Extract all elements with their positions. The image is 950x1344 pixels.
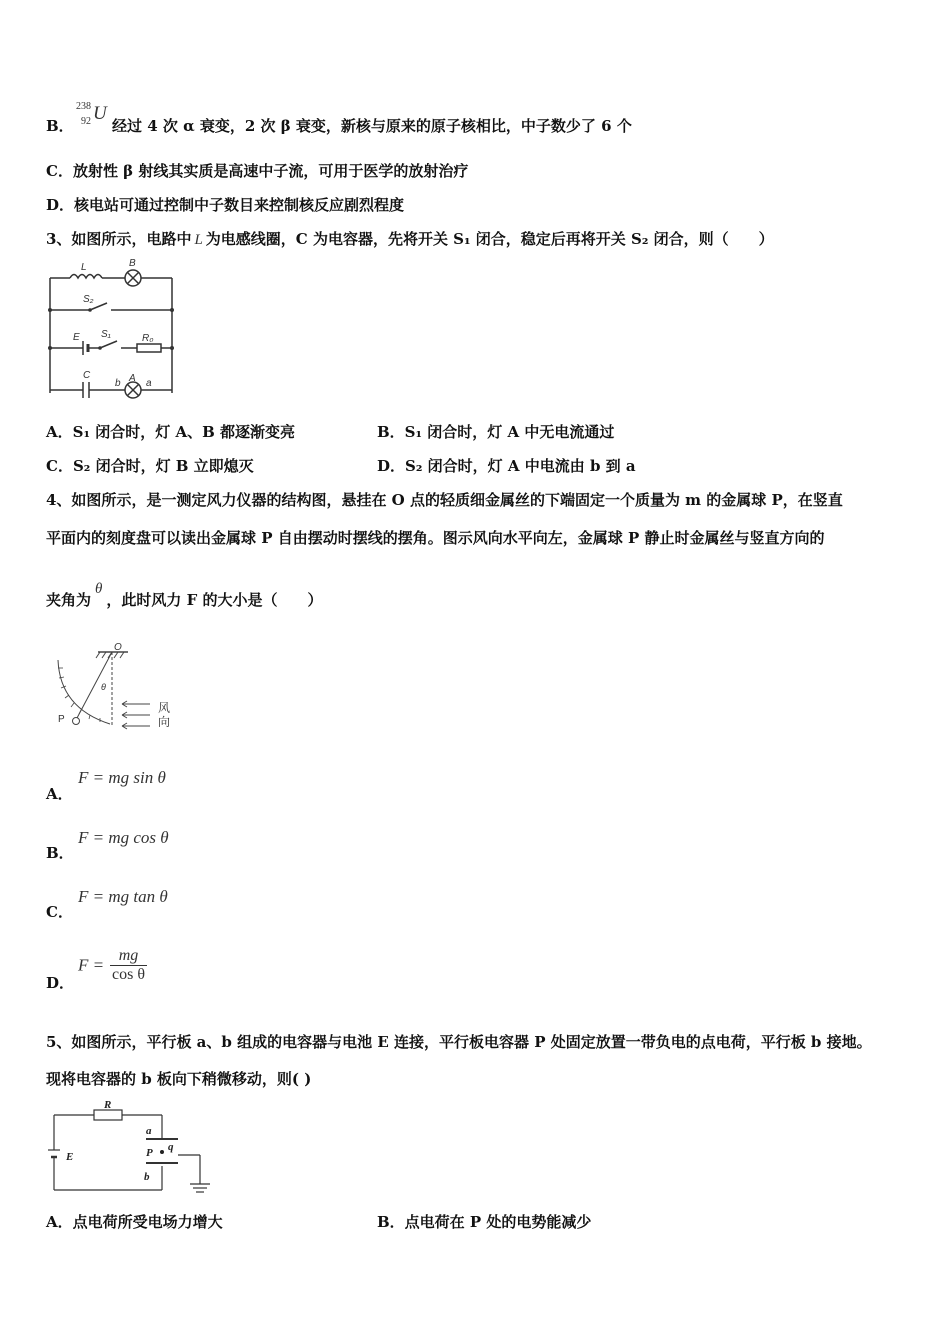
q5-capacitor-circuit-figure <box>42 1100 212 1200</box>
q5-option-b: B．点电荷在 P 处的电势能减少 <box>377 1213 592 1231</box>
q5-option-a: A．点电荷所受电场力增大 <box>46 1213 223 1231</box>
q4-fig-label-wind2: 向 <box>158 715 171 729</box>
q4-option-c-formula: F = mg tan θ <box>78 887 168 906</box>
q3-fig-label-e: E <box>73 332 80 343</box>
q5-fig-label-r: R <box>104 1099 112 1111</box>
q3-fig-label-s2: S₂ <box>83 294 94 305</box>
q3-stem <box>46 229 774 250</box>
q3-option-a: A．S₁ 闭合时，灯 A、B 都逐渐变亮 <box>46 423 296 441</box>
q4-option-b-formula: F = mg cos θ <box>78 828 169 847</box>
q4-stem-line2: 平面内的刻度盘可以读出金属球 P 自由摆动时摆线的摆角。图示风向水平向左，金属球 P 静止时金属丝与竖直方向的 <box>46 529 825 547</box>
q3-fig-label-b-terminal: b <box>115 378 121 389</box>
q3-fig-label-l: L <box>81 262 87 273</box>
q4-option-b-letter: B． <box>46 844 74 862</box>
q4-option-d-fraction <box>110 947 147 984</box>
q3-option-d: D．S₂ 闭合时，灯 A 中电流由 b 到 a <box>377 457 636 475</box>
q4-option-c-letter: C． <box>46 903 73 921</box>
q2-isotope-mass: 238 <box>76 101 91 112</box>
q4-stem-line3a: 夹角为 <box>46 591 92 609</box>
q4-option-a-letter: A． <box>46 785 73 803</box>
q2-option-b <box>46 116 74 136</box>
q4-fig-label-p: P <box>58 714 65 725</box>
q4-option-d-lhs: F = <box>78 955 105 975</box>
q3-stem-part1: 3、如图所示，电路中 <box>46 230 192 248</box>
q3-fig-label-b: B <box>129 258 136 269</box>
q3-fig-label-a-terminal: a <box>146 378 152 389</box>
q4-stem-line3b: ，此时风力 F 的大小是（ ） <box>106 591 323 609</box>
q4-option-d-denominator: cos θ <box>112 966 146 983</box>
q4-stem-theta: θ <box>95 581 103 597</box>
q3-stem-part2: 为电感线圈，C 为电容器，先将开关 S₁ 闭合，稳定后再将开关 S₂ 闭合，则（ ） <box>205 230 774 248</box>
q4-stem-line3 <box>46 581 323 611</box>
q5-fig-label-b: b <box>144 1171 150 1183</box>
q4-option-d-letter: D． <box>46 974 75 992</box>
q5-fig-label-a: a <box>146 1125 152 1137</box>
q4-option-d-formula <box>78 947 147 984</box>
q3-fig-label-a-lamp: A <box>129 373 136 384</box>
q3-fig-label-s1: S₁ <box>101 329 111 340</box>
q5-fig-label-e: E <box>66 1151 74 1163</box>
q3-circuit-figure <box>45 258 185 398</box>
q3-fig-label-c: C <box>83 370 91 381</box>
q4-fig-label-o: O <box>114 642 122 653</box>
q5-fig-label-q: q <box>168 1141 174 1153</box>
q4-option-d-numerator: mg <box>110 947 147 966</box>
q4-wind-instrument-figure <box>52 638 192 738</box>
q2-isotope-symbol: U <box>93 103 107 124</box>
q4-fig-label-theta: θ <box>101 682 106 692</box>
q5-stem-line2: 现将电容器的 b 板向下稍微移动，则( ) <box>46 1070 312 1088</box>
q2-option-b-letter: B． <box>46 117 74 135</box>
q2-option-b-text: 经过 4 次 α 衰变，2 次 β 衰变，新核与原来的原子核相比，中子数少了 6 个 <box>112 117 632 135</box>
q4-stem-line1: 4、如图所示，是一测定风力仪器的结构图，悬挂在 O 点的轻质细金属丝的下端固定一个质量为 m 的金属球 P，在竖直 <box>46 491 843 509</box>
q2-option-c: C．放射性 β 射线其实质是高速中子流，可用于医学的放射治疗 <box>46 162 469 180</box>
q4-fig-label-wind1: 风 <box>158 701 171 715</box>
q5-stem-line1: 5、如图所示，平行板 a、b 组成的电容器与电池 E 连接，平行板电容器 P 处固定放置一带负电的点电荷，平行板 b 接地。 <box>46 1033 872 1051</box>
q2-option-d: D．核电站可通过控制中子数目来控制核反应剧烈程度 <box>46 196 405 214</box>
q5-fig-label-p: P <box>146 1147 153 1159</box>
q3-fig-label-r0: R₀ <box>142 333 154 344</box>
q4-option-a-formula: F = mg sin θ <box>78 768 166 787</box>
q2-isotope-atomic: 92 <box>81 116 91 127</box>
q3-stem-l: L <box>194 232 203 248</box>
q3-option-c: C．S₂ 闭合时，灯 B 立即熄灭 <box>46 457 254 475</box>
q3-option-b: B．S₁ 闭合时，灯 A 中无电流通过 <box>377 423 615 441</box>
